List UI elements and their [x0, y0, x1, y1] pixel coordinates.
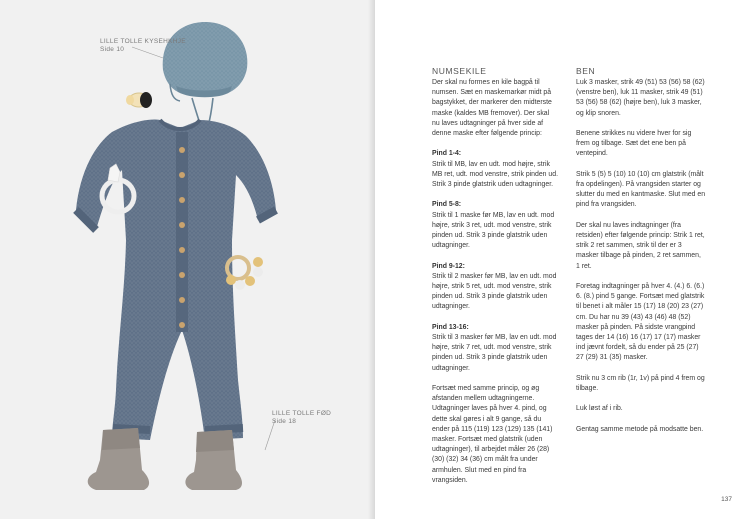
intro-paragraph: Der skal nu formes en kile bagpå til numsen. Sæt en maskemarkør midt på bagstykket, der markerer den midterste maske (kaldes MB fremover). Der skal nu laves udtagninger på hver side af denne maske efter følgende princip:: [432, 79, 552, 138]
section-heading-numsekile: NUMSEKILE: [432, 66, 487, 76]
row-step-1-text: Strik til MB, lav en udt. mod højre, strik MB ret, udt. mod venstre, strik pinden ud. Strik 3 pinde glatstrik uden udtagninger.: [432, 160, 559, 189]
booties: [88, 428, 242, 490]
outro-paragraph: Fortsæt med samme princip, og øg afstanden mellem udtagningerne. Udtagninger laves på hver 4. pind, og dette skal gøres i alt 9 gange, så du ender på 115 (119) 123 (129) 135 (141) masker. Fortsæt med glatstrik (uden udtagninger), til arbejdet måler 26 (28) (30) (32) 34 (36) cm målt fra under armhulen. Slut med en pind fra vrangsiden.: [432, 385, 553, 484]
bonnet-caption-page: Side 10: [100, 46, 125, 53]
row-step-3-text: Strik til 2 masker før MB, lav en udt. mod højre, strik 5 ret, udt. mod venstre, strik pinden ud. Strik 3 pinde glatstrik uden udtagninger.: [432, 272, 557, 311]
bonnet-caption-title: LILLE TOLLE KYSEHKHJE: [100, 38, 186, 45]
ben-paragraph-4: Der skal nu laves indtagninger (fra retsiden) efter følgende princip: Strik 1 ret, strik 2 ret sammen, strik til der er 3 masker tilbage på pinden, 2 ret sammen, 1 ret.: [576, 221, 705, 270]
row-step-4-title: Pind 13-16:: [432, 323, 469, 331]
instructions-column-right: [576, 66, 706, 445]
row-step-4: [432, 323, 558, 374]
booties-caption-title: LILLE TOLLE FØD: [272, 410, 332, 417]
pacifier: [126, 92, 152, 108]
row-step-2-text: Strik til 1 maske før MB, lav en udt. mod højre, strik 3 ret, udt. mod venstre, strik pinden ud. Strik 3 pinde glatstrik uden udtagninger.: [432, 211, 555, 250]
ben-paragraph-8: Gentag samme metode på modsatte ben.: [576, 425, 704, 433]
ben-paragraph-6: Strik nu 3 cm rib (1r, 1v) på pind 4 frem og tilbage.: [576, 374, 705, 393]
page-number: 137: [721, 496, 732, 503]
ben-paragraph-2: Benene strikkes nu videre hver for sig frem og tilbage. Sæt det ene ben på ventepind.: [576, 130, 692, 158]
booties-caption: [272, 410, 331, 426]
ben-paragraph-5: Foretag indtagninger på hver 4. (4.) 6. (6.) 6. (8.) pind 5 gange. Fortsæt med glatstrik til benet i alt måler 15 (17) 18 (20) 23 (27) cm. Du har nu 39 (43) 43 (46) 48 (52) masker på pinden. På sidste vrangpind tages der 14 (16) 16 (17) 17 (17) masker ind jævnt fordelt, så du ender på 25 (27) 27 (29) 31 (35) masker.: [576, 283, 705, 362]
section-heading-ben: BEN: [576, 66, 596, 76]
instructions-column-left: [432, 66, 558, 496]
ben-paragraph-1: Luk 3 masker, strik 49 (51) 53 (56) 58 (62) (venstre ben), luk 11 masker, strik 49 (51) 53 (56) 58 (62) (højre ben), luk 3 masker, og klip snoren.: [576, 79, 705, 117]
row-step-2-title: Pind 5-8:: [432, 201, 462, 209]
booties-caption-page: Side 18: [272, 418, 297, 425]
row-step-2: [432, 200, 558, 251]
ben-paragraph-3: Strik 5 (5) 5 (10) 10 (10) cm glatstrik (målt fra opdelingen). På vrangsiden starter og slutter du med en kantmaske. Slut med en pind fra vrangsiden.: [576, 170, 706, 209]
row-step-1: [432, 149, 558, 190]
bonnet-caption: [100, 38, 186, 54]
row-step-3-title: Pind 9-12:: [432, 262, 465, 270]
row-step-1-title: Pind 1-4:: [432, 150, 462, 158]
ben-paragraph-7: Luk løst af i rib.: [576, 405, 623, 413]
row-step-3: [432, 262, 558, 313]
row-step-4-text: Strik til 3 masker før MB, lav en udt. mod højre, strik 7 ret, udt. mod venstre, strik pinden ud. Strik 3 pinde glatstrik uden udtagninger.: [432, 334, 557, 372]
